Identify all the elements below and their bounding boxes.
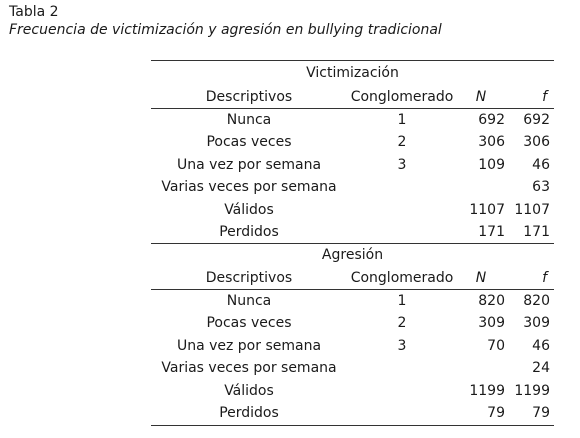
cell-descriptivo: Válidos <box>224 202 274 218</box>
cell-conglomerado: 2 <box>397 134 407 150</box>
cell-f: 820 <box>523 293 550 309</box>
section-title: Agresión <box>321 247 384 263</box>
cell-n: 306 <box>478 134 505 150</box>
cell-n: 820 <box>478 293 505 309</box>
cell-f: 79 <box>532 405 550 421</box>
cell-descriptivo: Varias veces por semana <box>161 360 337 376</box>
cell-conglomerado <box>347 402 457 424</box>
table-label: Tabla 2 <box>9 4 59 20</box>
cell-conglomerado: 1 <box>397 112 407 128</box>
cell-conglomerado <box>347 176 457 198</box>
cell-conglomerado: 3 <box>397 157 407 173</box>
bottom-rule <box>151 425 554 426</box>
cell-descriptivo: Pocas veces <box>206 134 292 150</box>
cell-n: 1107 <box>469 202 505 218</box>
cell-descriptivo: Varias veces por semana <box>161 179 337 195</box>
cell-n: 692 <box>478 112 505 128</box>
cell-n: 109 <box>478 157 505 173</box>
header-descriptivos: Descriptivos <box>205 89 293 105</box>
cell-conglomerado <box>347 380 457 402</box>
cell-conglomerado <box>347 199 457 221</box>
cell-descriptivo: Perdidos <box>219 224 279 240</box>
cell-descriptivo: Pocas veces <box>206 315 292 331</box>
header-conglomerado: Conglomerado <box>350 270 454 286</box>
cell-f: 1107 <box>514 202 550 218</box>
cell-descriptivo: Nunca <box>226 293 272 309</box>
top-rule <box>151 60 554 61</box>
cell-descriptivo: Una vez por semana <box>176 338 322 354</box>
cell-descriptivo: Nunca <box>226 112 272 128</box>
section-title: Victimización <box>306 65 399 81</box>
cell-f: 63 <box>532 179 550 195</box>
cell-f: 24 <box>532 360 550 376</box>
header-f: f <box>542 270 547 286</box>
cell-n: 1199 <box>469 383 505 399</box>
cell-n <box>457 357 505 379</box>
header-f: f <box>542 89 547 105</box>
cell-descriptivo: Válidos <box>224 383 274 399</box>
header-descriptivos: Descriptivos <box>205 270 293 286</box>
cell-f: 171 <box>523 224 550 240</box>
cell-f: 1199 <box>514 383 550 399</box>
cell-f: 306 <box>523 134 550 150</box>
cell-f: 46 <box>532 338 550 354</box>
cell-conglomerado <box>347 221 457 243</box>
cell-conglomerado: 2 <box>397 315 407 331</box>
cell-descriptivo: Una vez por semana <box>176 157 322 173</box>
header-n: N <box>475 270 487 286</box>
cell-f: 46 <box>532 157 550 173</box>
cell-n <box>457 176 505 198</box>
cell-conglomerado <box>347 357 457 379</box>
cell-n: 70 <box>487 338 505 354</box>
cell-n: 79 <box>487 405 505 421</box>
cell-f: 309 <box>523 315 550 331</box>
header-n: N <box>475 89 487 105</box>
cell-n: 309 <box>478 315 505 331</box>
cell-conglomerado: 3 <box>397 338 407 354</box>
cell-f: 692 <box>523 112 550 128</box>
cell-n: 171 <box>478 224 505 240</box>
table-title: Frecuencia de victimización y agresión en bullying tradicional <box>9 22 442 38</box>
header-conglomerado: Conglomerado <box>350 89 454 105</box>
cell-descriptivo: Perdidos <box>219 405 279 421</box>
cell-conglomerado: 1 <box>397 293 407 309</box>
